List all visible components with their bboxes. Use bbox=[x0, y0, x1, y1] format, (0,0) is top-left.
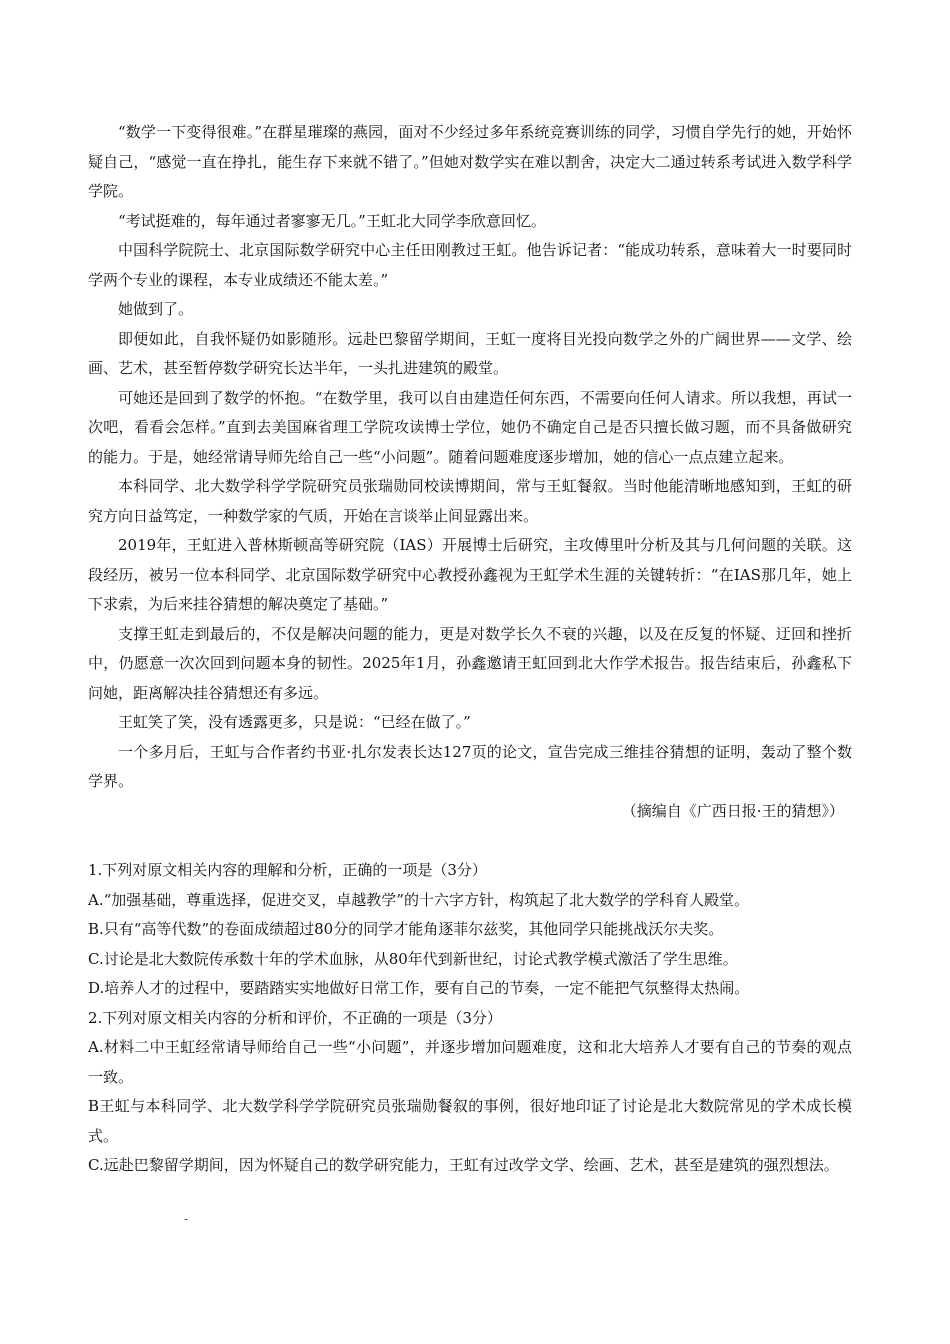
answer-option-b: B王虹与本科同学、北大数学科学学院研究员张瑞勋餐叙的事例，很好地印证了讨论是北大数院常见的学术成长模式。 bbox=[88, 1097, 852, 1145]
passage-paragraph: “考试挺难的，每年通过者寥寥无几。”王虹北大同学李欣意回忆。 bbox=[118, 211, 546, 230]
passage-paragraph: 即便如此，自我怀疑仍如影随形。远赴巴黎留学期间，王虹一度将目光投向数学之外的广阔世界——文学、绘画、艺术，甚至暂停数学研究长达半年，一头扎进建筑的殿堂。 bbox=[88, 329, 852, 377]
answer-option-a: A.材料二中王虹经常请导师给自己一些“小问题”，并逐步增加问题难度，这和北大培养人才要有自己的节奏的观点一致。 bbox=[88, 1038, 852, 1086]
answer-option-c: C.讨论是北大数院传承数十年的学术血脉，从80年代到新世纪，讨论式教学模式激活了学生思维。 bbox=[88, 949, 738, 968]
passage-paragraph: 王虹笑了笑，没有透露更多，只是说：“已经在做了。” bbox=[118, 713, 471, 731]
question-stem: 2.下列对原文相关内容的分析和评价，不正确的一项是（3分） bbox=[88, 1008, 502, 1027]
passage-paragraph: 支撑王虹走到最后的，不仅是解决问题的能力，更是对数学长久不衰的兴趣，以及在反复的怀疑、迂回和挫折中，仍愿意一次次回到问题本身的韧性。2025年1月，孙鑫邀请王虹回到北大作学术报告。报告结束后，孙鑫私下问她，距离解决挂谷猜想还有多远。 bbox=[88, 624, 852, 702]
answer-option-d: D.培养人才的过程中，要踏踏实实地做好日常工作，要有自己的节奏，一定不能把气氛整得太热闹。 bbox=[88, 979, 750, 997]
passage-paragraph: “数学一下变得很难。”在群星璀璨的燕园，面对不少经过多年系统竞赛训练的同学，习惯自学先行的她，开始怀疑自己，“感觉一直在挣扎，能生存下来就不错了。”但她对数学实在难以割舍，决定大二通过转系考试进入数学科学学院。 bbox=[88, 123, 852, 200]
passage-paragraph: 她做到了。 bbox=[118, 300, 194, 318]
answer-option-a: A.“加强基础，尊重选择，促进交叉，卓越教学”的十六字方针，构筑起了北大数学的学科育人殿堂。 bbox=[88, 890, 749, 909]
passage-source: （摘编自《广西日报·王的猜想》） bbox=[621, 801, 844, 820]
answer-option-c: C.远赴巴黎留学期间，因为怀疑自己的数学研究能力，王虹有过改学文学、绘画、艺术，甚至是建筑的强烈想法。 bbox=[88, 1156, 839, 1174]
passage-paragraph: 一个多月后，王虹与合作者约书亚·扎尔发表长达127页的论文，宣告完成三维挂谷猜想的证明，轰动了整个数学界。 bbox=[88, 742, 852, 790]
passage-paragraph: 可她还是回到了数学的怀抱。“在数学里，我可以自由建造任何东西，不需要向任何人请求。所以我想，再试一次吧，看看会怎样。”直到去美国麻省理工学院攻读博士学位，她仍不确定自己是否只擅长做习题，而不具备做研究的能力。于是，她经常请导师先给自己一些“小问题”。随着问题难度逐步增加，她的信心一点点建立起来。 bbox=[88, 388, 852, 466]
passage-paragraph: 本科同学、北大数学科学学院研究员张瑞勋同校读博期间，常与王虹餐叙。当时他能清晰地感知到，王虹的研究方向日益笃定，一种数学家的气质，开始在言谈举止间显露出来。 bbox=[88, 477, 852, 525]
footer-mark: - bbox=[184, 1212, 189, 1226]
question-list bbox=[88, 856, 852, 1181]
answer-option-b: B.只有“高等代数”的卷面成绩超过80分的同学才能角逐菲尔兹奖，其他同学只能挑战沃尔夫奖。 bbox=[88, 920, 724, 938]
question-stem: 1.下列对原文相关内容的理解和分析，正确的一项是（3分） bbox=[88, 861, 487, 879]
passage-paragraph: 中国科学院院士、北京国际数学研究中心主任田刚教过王虹。他告诉记者：“能成功转系，意味着大一时要同时学两个专业的课程，本专业成绩还不能太差。” bbox=[88, 241, 852, 289]
reading-passage bbox=[88, 118, 852, 826]
passage-paragraph: 2019年，王虹进入普林斯顿高等研究院（IAS）开展博士后研究，主攻傅里叶分析及其与几何问题的关联。这段经历，被另一位本科同学、北京国际数学研究中心教授孙鑫视为王虹学术生涯的关键转折：“在IAS那几年，她上下求索，为后来挂谷猜想的解决奠定了基础。” bbox=[88, 536, 852, 613]
